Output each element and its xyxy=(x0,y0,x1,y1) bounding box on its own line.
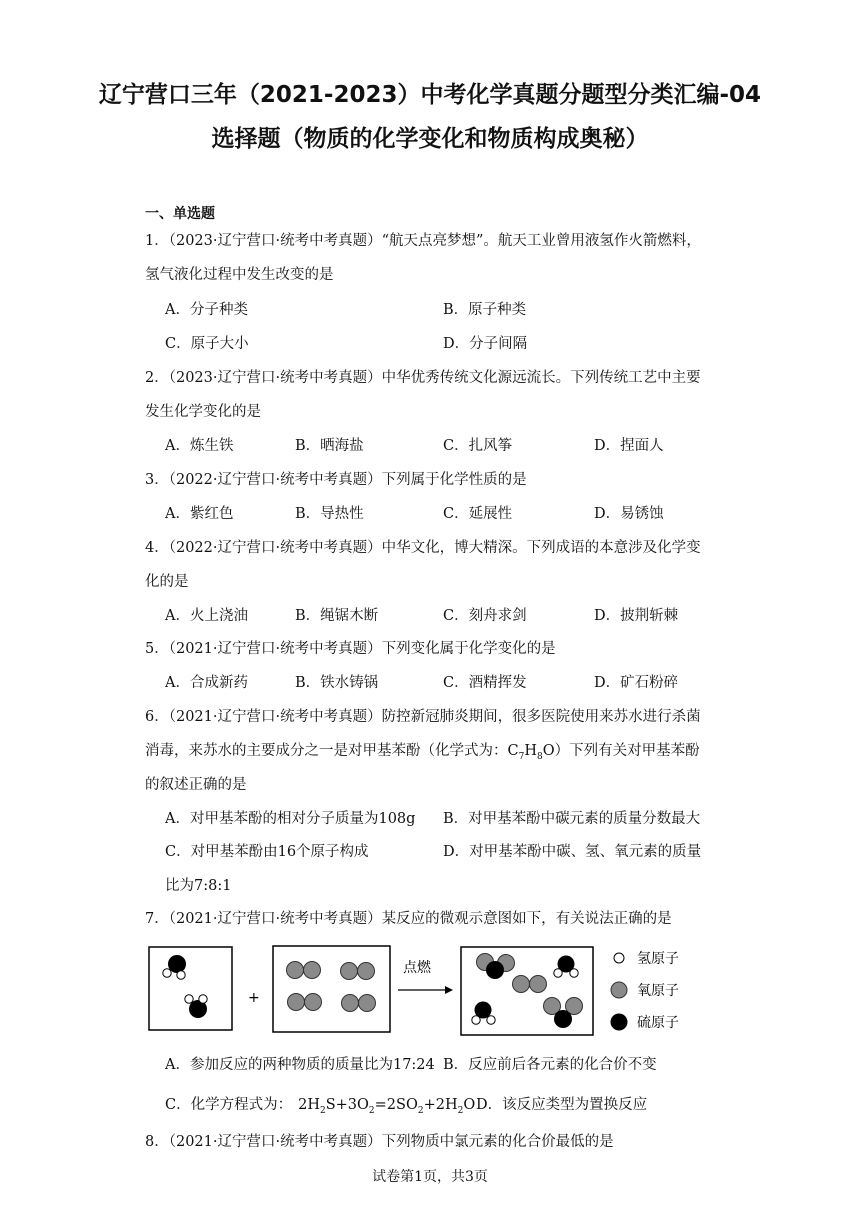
q3-option-c: C．延展性 xyxy=(443,506,513,522)
q6-option-c: C．对甲基苯酚由16个原子构成 xyxy=(165,844,369,860)
q6-stem-line1: 6．（2021·辽宁营口·统考中考真题）防控新冠肺炎期间，很多医院使用来苏水进行杀菌 xyxy=(145,709,701,725)
q3-option-d: D．易锈蚀 xyxy=(594,506,664,522)
hydrogen-atom-icon xyxy=(614,953,624,963)
q4-option-b: B．绳锯木断 xyxy=(295,608,379,624)
q5-stem-line1: 5．（2021·辽宁营口·统考中考真题）下列变化属于化学变化的是 xyxy=(145,641,556,657)
q4-stem-line1: 4．（2022·辽宁营口·统考中考真题）中华文化，博大精深。下列成语的本意涉及化学变 xyxy=(145,540,701,556)
reactant-box-h2s xyxy=(149,947,232,1030)
legend xyxy=(611,951,680,1031)
q6-stem-line3: 的叙述正确的是 xyxy=(145,777,247,793)
reaction-arrow xyxy=(398,959,453,994)
q3-option-b: B．导热性 xyxy=(295,506,364,522)
q2-stem-line2: 发生化学变化的是 xyxy=(145,404,261,420)
q7-option-c: C．化学方程式为： $2H_2S+3O_2=2SO_2+2H_2O$ xyxy=(165,1097,476,1116)
product-box xyxy=(461,947,593,1035)
reaction-diagram xyxy=(140,940,700,1040)
q1-option-c: C．原子大小 xyxy=(165,336,249,352)
section-heading: 一、单选题 xyxy=(145,206,215,222)
title-line-1: 辽宁营口三年（2021-2023）中考化学真题分题型分类汇编-04 xyxy=(98,82,762,108)
chemical-equation: $2H_2S+3O_2=2SO_2+2H_2O$ xyxy=(298,1097,476,1116)
q7-stem-line1: 7．（2021·辽宁营口·统考中考真题）某反应的微观示意图如下，有关说法正确的是 xyxy=(145,911,672,927)
q5-option-c: C．酒精挥发 xyxy=(443,675,527,691)
q1-option-d: D．分子间隔 xyxy=(443,336,528,352)
q1-stem-line2: 氢气液化过程中发生改变的是 xyxy=(145,267,334,283)
q3-stem-line1: 3．（2022·辽宁营口·统考中考真题）下列属于化学性质的是 xyxy=(145,472,527,488)
q5-option-b: B．铁水铸锅 xyxy=(295,675,379,691)
q6-option-a: A．对甲基苯酚的相对分子质量为108g xyxy=(165,811,416,827)
q2-option-c: C．扎风筝 xyxy=(443,438,513,454)
sulfur-atom-icon xyxy=(611,1014,628,1031)
q5-option-d: D．矿石粉碎 xyxy=(594,675,679,691)
q7-option-d: D．该反应类型为置换反应 xyxy=(476,1097,648,1113)
legend-sulfur: 硫原子 xyxy=(637,1015,679,1031)
q1-stem-line1: 1．（2023·辽宁营口·统考中考真题）“航天点亮梦想”。航天工业曾用液氢作火箭燃料， xyxy=(145,233,701,249)
page-footer: 试卷第1页，共3页 xyxy=(372,1169,488,1185)
legend-hydrogen: 氢原子 xyxy=(637,951,679,967)
title-line-2: 选择题（物质的化学变化和物质构成奥秘） xyxy=(211,126,649,152)
q4-stem-line2: 化的是 xyxy=(145,574,189,590)
q4-option-a: A．火上浇油 xyxy=(165,608,248,624)
plus-sign: + xyxy=(248,990,260,1006)
q4-option-c: C．刻舟求剑 xyxy=(443,608,527,624)
oxygen-atom-icon xyxy=(611,982,627,998)
q6-stem-line2: 消毒，来苏水的主要成分之一是对甲基苯酚（化学式为：$C_7H_8O$）下列有关对甲基苯酚 xyxy=(145,743,700,762)
q5-option-a: A．合成新药 xyxy=(165,675,248,691)
q2-option-d: D．捏面人 xyxy=(594,438,664,454)
q7-option-b: B．反应前后各元素的化合价不变 xyxy=(443,1057,657,1073)
q4-option-d: D．披荆斩棘 xyxy=(594,608,679,624)
q8-stem-line1: 8．（2021·辽宁营口·统考中考真题）下列物质中氯元素的化合价最低的是 xyxy=(145,1134,614,1150)
q6-option-b: B．对甲基苯酚中碳元素的质量分数最大 xyxy=(443,811,701,827)
q3-option-a: A．紫红色 xyxy=(165,506,234,522)
q2-stem-line1: 2．（2023·辽宁营口·统考中考真题）中华优秀传统文化源远流长。下列传统工艺中主要 xyxy=(145,370,701,386)
q1-option-b: B．原子种类 xyxy=(443,302,527,318)
q1-option-a: A．分子种类 xyxy=(165,302,248,318)
legend-oxygen: 氧原子 xyxy=(637,983,679,999)
q6-option-d: D．对甲基苯酚中碳、氢、氧元素的质量 xyxy=(443,844,702,860)
q2-option-a: A．炼生铁 xyxy=(165,438,234,454)
q6-option-d-cont: 比为7:8:1 xyxy=(165,878,232,894)
arrow-label: 点燃 xyxy=(403,960,431,976)
q7-option-a: A．参加反应的两种物质的质量比为17:24 xyxy=(165,1057,435,1073)
q2-option-b: B．晒海盐 xyxy=(295,438,364,454)
reactant-box-o2 xyxy=(273,946,390,1032)
